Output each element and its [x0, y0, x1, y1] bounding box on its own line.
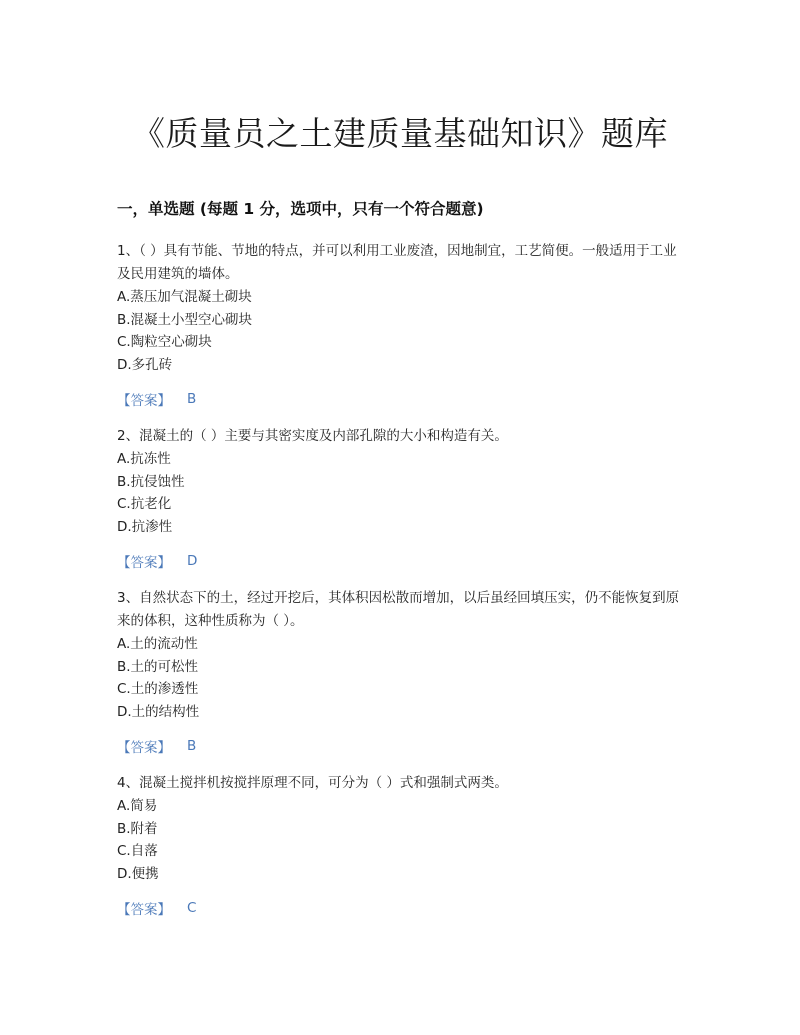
question-stem: 1、（ ）具有节能、节地的特点，并可以利用工业废渣，因地制宜，工艺简便。一般适用于工业及民用建筑的墙体。: [117, 243, 677, 282]
answer-value: B: [187, 738, 197, 754]
question-item: [117, 587, 687, 756]
option-b: B.抗侵蚀性: [117, 473, 185, 490]
answer-row: [117, 898, 687, 918]
section-heading: 一，单选题 (每题 1 分，选项中，只有一个符合题意): [117, 200, 484, 218]
question-item: [117, 425, 687, 571]
option-d: D.土的结构性: [117, 703, 200, 720]
option-c: C.土的渗透性: [117, 681, 199, 697]
question-item: [117, 240, 687, 409]
question-stem: 3、自然状态下的土，经过开挖后，其体积因松散而增加，以后虽经回填压实，仍不能恢复到原来的体积，这种性质称为（ ）。: [117, 590, 680, 629]
answer-value: D: [187, 553, 198, 569]
option-d: D.便携: [117, 865, 159, 882]
answer-label: 【答案】: [117, 555, 171, 571]
answer-label: 【答案】: [117, 393, 171, 409]
answer-label: 【答案】: [117, 902, 171, 918]
option-a: A.简易: [117, 798, 158, 814]
answer-value: C: [187, 900, 197, 916]
question-stem: 2、混凝土的（ ）主要与其密实度及内部孔隙的大小和构造有关。: [117, 428, 508, 444]
option-c: C.自落: [117, 843, 158, 859]
answer-row: [117, 736, 687, 756]
option-b: B.附着: [117, 820, 158, 837]
answer-row: [117, 389, 687, 409]
question-list: [117, 240, 687, 934]
option-a: A.抗冻性: [117, 451, 171, 467]
option-d: D.抗渗性: [117, 518, 173, 535]
option-b: B.混凝土小型空心砌块: [117, 311, 253, 328]
answer-value: B: [187, 391, 197, 407]
option-a: A.蒸压加气混凝土砌块: [117, 289, 252, 305]
question-item: [117, 772, 687, 918]
answer-row: [117, 551, 687, 571]
question-stem: 4、混凝土搅拌机按搅拌原理不同，可分为（ ）式和强制式两类。: [117, 775, 508, 791]
option-c: C.抗老化: [117, 496, 172, 512]
option-c: C.陶粒空心砌块: [117, 334, 212, 350]
option-b: B.土的可松性: [117, 658, 199, 675]
option-d: D.多孔砖: [117, 356, 173, 373]
answer-label: 【答案】: [117, 740, 171, 756]
document-title: 《质量员之土建质量基础知识》题库: [132, 114, 668, 153]
option-a: A.土的流动性: [117, 636, 198, 652]
